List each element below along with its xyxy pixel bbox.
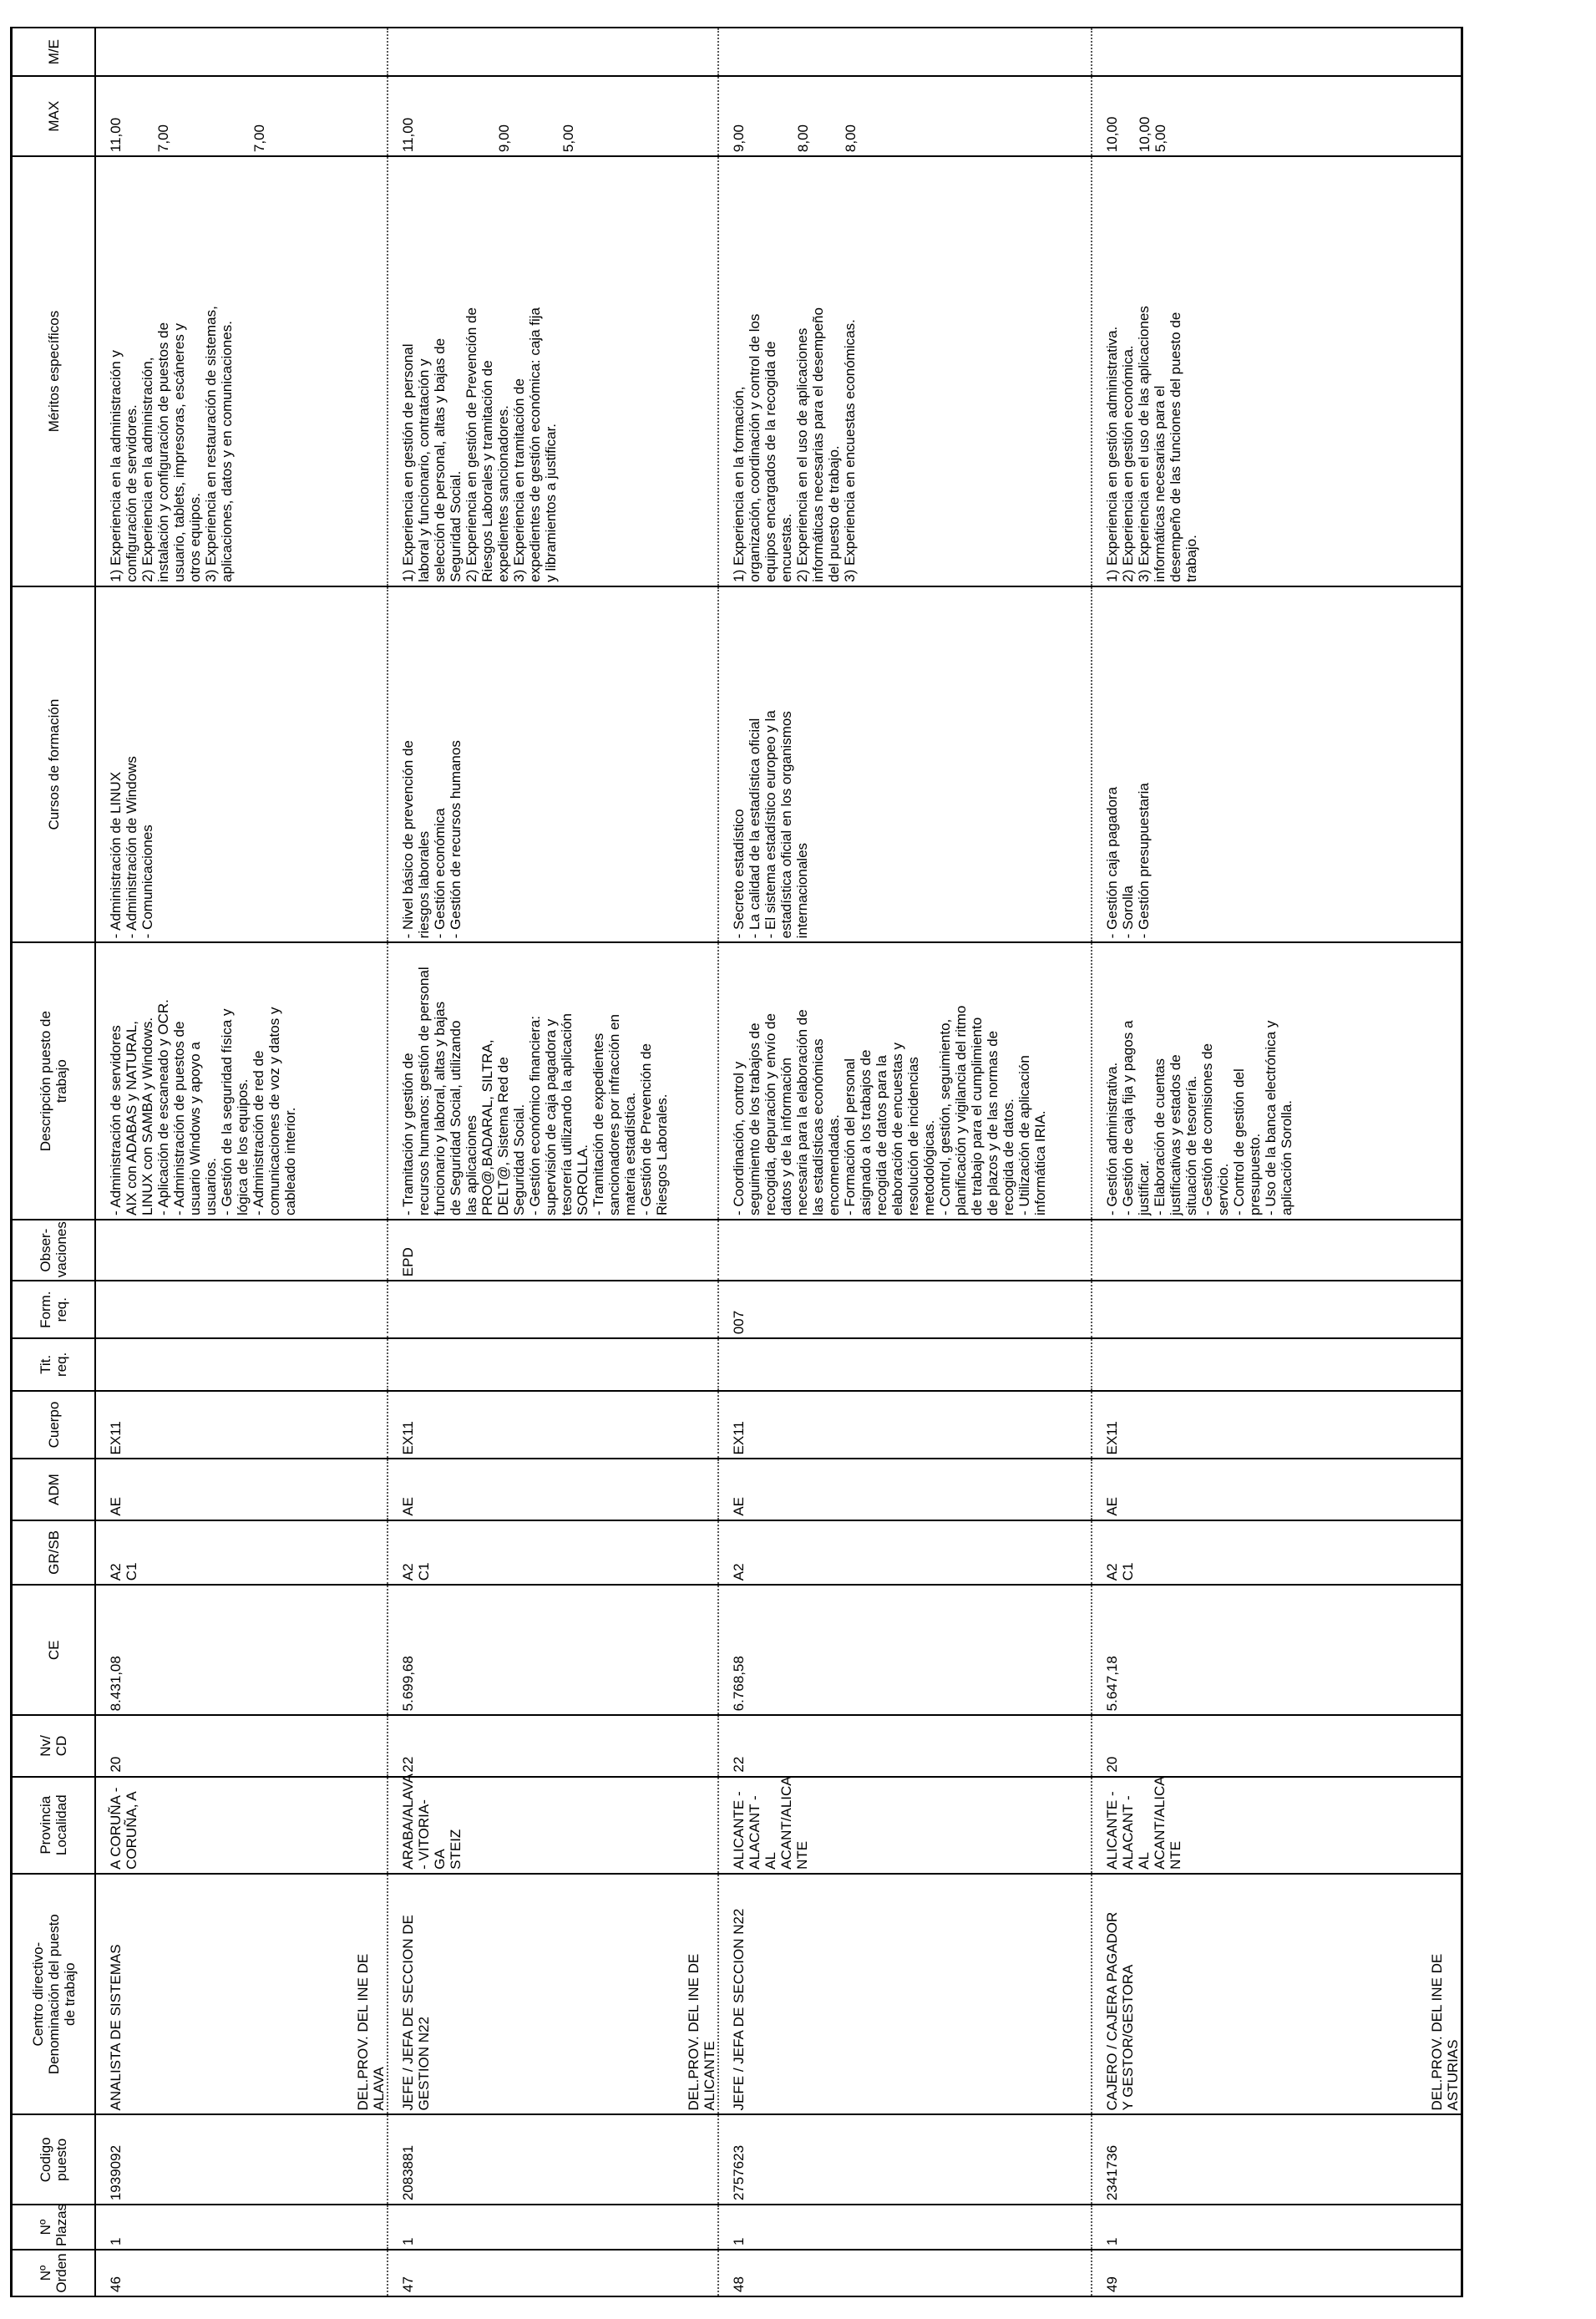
- cell-plazas: 1: [95, 2205, 388, 2250]
- puesto-denominacion: CAJERO / CAJERA PAGADOR Y GESTOR/GESTORA: [1104, 1911, 1136, 2111]
- cell-descripcion: - Tramitación y gestión de recursos humanos: gestión de personal funcionario y laboral, altas y bajas de Seguridad Social, utilizando las aplicaciones PRO@,BADARAL, SILTRA, DELT@, Sistema Red de Seguridad Social. - Gestión económico financiera: supervisión de caja pagadora y tesorería utilizando la aplicación SOROLLA. - Tramitación de expedientes sancionadores por infracción en materia estadística. - Gestión de Prevención de Riesgos Laborales.: [388, 942, 718, 1220]
- cell-nivel: 20: [1092, 1715, 1462, 1776]
- cell-formacion: [388, 1281, 718, 1338]
- cell-meritos: 1) Experiencia en la administración y configuración de servidores. 2) Experiencia en la administración, instalación y configuración de puestos de usuario, tablets, impresoras, escáneres y otros equipos. 3) Experiencia en restauración de sistemas, aplicaciones, datos y en comunicaciones.: [95, 156, 388, 586]
- cell-descripcion: - Coordinación, control y seguimiento de los trabajos de recogida, depuración y envío de datos y de la información necesaria para la elaboración de las estadísticas económicas encomendadas. - Formación del personal asignado a los trabajos de recogida de datos para la elaboración de encuestas y resolución de incidencias metodológicas. - Control, gestión, seguimiento, planificación y vigilancia del ritmo de trabajo para el cumplimiento de plazos y de las normas de recogida de datos. - Utilización de aplicación informática IRIA.: [718, 942, 1092, 1220]
- cell-plazas: 1: [718, 2205, 1092, 2250]
- puesto-denominacion: JEFE / JEFA DE SECCION N22: [731, 1908, 747, 2111]
- header-orden: Nº Orden: [12, 2250, 96, 2296]
- header-observaciones: Obser- vaciones: [12, 1220, 96, 1281]
- table-row: [1092, 28, 1462, 2296]
- cell-titulacion: [388, 1338, 718, 1390]
- cell-observaciones: [1092, 1220, 1462, 1281]
- max-1: 10,00: [1104, 116, 1120, 153]
- centro-directivo: DEL.PROV. DEL INE DE ASTURIAS: [1429, 1953, 1461, 2111]
- cell-provincia: ARABA/ALAVA - VITORIA-GA STEIZ: [388, 1777, 718, 1874]
- cell-ce: 5.699,68: [388, 1585, 718, 1715]
- cell-nivel: 22: [718, 1715, 1092, 1776]
- cell-me: [1092, 28, 1462, 76]
- max-3: 8,00: [843, 124, 859, 153]
- header-cuerpo: Cuerpo: [12, 1391, 96, 1459]
- header-codigo: Codigo puesto: [12, 2114, 96, 2205]
- cell-descripcion: - Gestión administrativa. - Gestión de caja fija y pagos a justificar. - Elaboración de cuentas justificativas y estados de situación de tesorería. - Gestión de comisiones de servicio. - Control de gestión del presupuesto. - Uso de la banca electrónica y aplicación Sorolla.: [1092, 942, 1462, 1220]
- cell-cuerpo: EX11: [1092, 1391, 1462, 1459]
- cell-nivel: 20: [95, 1715, 388, 1776]
- cell-meritos: 1) Experiencia en gestión administrativa. 2) Experiencia en gestión económica. 3) Experiencia en el uso de las aplicaciones informáticas necesarias para el desempeño de las funciones del puesto de trabajo.: [1092, 156, 1462, 586]
- cell-adm: AE: [388, 1459, 718, 1520]
- cell-grsb: A2 C1: [388, 1520, 718, 1586]
- puesto-denominacion: JEFE / JEFA DE SECCION DE GESTION N22: [400, 1915, 432, 2111]
- header-titulacion: Tit. req.: [12, 1338, 96, 1390]
- cell-centro: [388, 1874, 718, 2115]
- max-2: 10,00: [1137, 116, 1153, 153]
- max-1: 9,00: [731, 124, 747, 153]
- cell-cuerpo: EX11: [95, 1391, 388, 1459]
- cell-codigo: 1939092: [95, 2114, 388, 2205]
- table-row: [388, 28, 718, 2296]
- cell-formacion: 007: [718, 1281, 1092, 1338]
- header-provincia: Provincia Localidad: [12, 1777, 96, 1874]
- cell-adm: AE: [95, 1459, 388, 1520]
- cell-ce: 8.431,08: [95, 1585, 388, 1715]
- header-nivel: Nv/ CD: [12, 1715, 96, 1776]
- cell-cursos: - Nivel básico de prevención de riesgos laborales - Gestión económica - Gestión de recursos humanos: [388, 586, 718, 942]
- cell-provincia: A CORUÑA - CORUÑA, A: [95, 1777, 388, 1874]
- header-max: MAX: [12, 76, 96, 156]
- cell-meritos: 1) Experiencia en gestión de personal laboral y funcionario, contratación y selección de personal, altas y bajas de Seguridad Social. 2) Experiencia en gestión de Prevención de Riesgos Laborales y tramitación de expedientes sancionadores. 3) Experiencia en tramitación de expedientes de gestión económica: caja fija y libramientos a justificar.: [388, 156, 718, 586]
- cell-formacion: [95, 1281, 388, 1338]
- cell-cuerpo: EX11: [388, 1391, 718, 1459]
- header-plazas: Nº Plazas: [12, 2205, 96, 2250]
- cell-ce: 5.647,18: [1092, 1585, 1462, 1715]
- header-ce: CE: [12, 1585, 96, 1715]
- header-cursos: Cursos de formación: [12, 586, 96, 942]
- puestos-table: [10, 27, 1463, 2297]
- cell-observaciones: [718, 1220, 1092, 1281]
- max-3: 5,00: [560, 124, 576, 153]
- header-adm: ADM: [12, 1459, 96, 1520]
- cell-me: [95, 28, 388, 76]
- cell-max: [718, 76, 1092, 156]
- cell-provincia: ALICANTE - ALACANT - AL ACANT/ALICA NTE: [718, 1777, 1092, 1874]
- cell-codigo: 2757623: [718, 2114, 1092, 2205]
- cell-cursos: - Secreto estadístico - La calidad de la estadística oficial - El sistema estadístico europeo y la estadística oficial en los organismos internacionales: [718, 586, 1092, 942]
- centro-directivo: DEL.PROV. DEL INE DE ALICANTE: [686, 1953, 717, 2111]
- cell-centro: [95, 1874, 388, 2115]
- cell-cursos: - Administración de LINUX - Administración de Windows - Comunicaciones: [95, 586, 388, 942]
- header-row: [12, 28, 96, 2296]
- cell-grsb: A2 C1: [95, 1520, 388, 1586]
- cell-orden: 47: [388, 2250, 718, 2296]
- cell-plazas: 1: [388, 2205, 718, 2250]
- cell-orden: 49: [1092, 2250, 1462, 2296]
- cell-adm: AE: [718, 1459, 1092, 1520]
- cell-titulacion: [95, 1338, 388, 1390]
- cell-meritos: 1) Experiencia en la formación, organización, coordinación y control de los equipos encargados de la recogida de encuestas. 2) Experiencia en el uso de aplicaciones informáticas necesarias para el desempeño del puesto de trabajo. 3) Experiencia en encuestas económicas.: [718, 156, 1092, 586]
- cell-max: [1092, 76, 1462, 156]
- max-1: 11,00: [400, 117, 416, 153]
- cell-orden: 48: [718, 2250, 1092, 2296]
- table-row: [95, 28, 388, 2296]
- cell-titulacion: [718, 1338, 1092, 1390]
- cell-observaciones: EPD: [388, 1220, 718, 1281]
- max-2: 9,00: [496, 124, 512, 153]
- cell-provincia: ALICANTE - ALACANT - AL ACANT/ALICA NTE: [1092, 1777, 1462, 1874]
- cell-grsb: A2: [718, 1520, 1092, 1586]
- cell-max: [388, 76, 718, 156]
- header-centro: Centro directivo- Denominación del puesto de trabajo: [12, 1874, 96, 2115]
- cell-grsb: A2 C1: [1092, 1520, 1462, 1586]
- cell-me: [718, 28, 1092, 76]
- max-3: 7,00: [251, 124, 267, 153]
- cell-centro: [718, 1874, 1092, 2115]
- cell-orden: 46: [95, 2250, 388, 2296]
- centro-directivo: DEL.PROV. DEL INE DE ALAVA: [355, 1953, 387, 2111]
- header-descripcion: Descripción puesto de trabajo: [12, 942, 96, 1220]
- header-formacion: Form. req.: [12, 1281, 96, 1338]
- cell-ce: 6.768,58: [718, 1585, 1092, 1715]
- max-3: 5,00: [1153, 124, 1168, 153]
- cell-max: [95, 76, 388, 156]
- header-grsb: GR/SB: [12, 1520, 96, 1586]
- table-row: [718, 28, 1092, 2296]
- max-2: 7,00: [155, 124, 171, 153]
- cell-nivel: 22: [388, 1715, 718, 1776]
- header-me: M/E: [12, 28, 96, 76]
- cell-titulacion: [1092, 1338, 1462, 1390]
- puesto-denominacion: ANALISTA DE SISTEMAS: [108, 1944, 124, 2111]
- header-meritos: Méritos específicos: [12, 156, 96, 586]
- max-2: 8,00: [795, 124, 811, 153]
- cell-centro: [1092, 1874, 1462, 2115]
- cell-plazas: 1: [1092, 2205, 1462, 2250]
- cell-cuerpo: EX11: [718, 1391, 1092, 1459]
- cell-codigo: 2083881: [388, 2114, 718, 2205]
- cell-cursos: - Gestión caja pagadora - Sorolla - Gestión presupuestaria: [1092, 586, 1462, 942]
- cell-descripcion: - Administración de servidores AIX con ADABAS y NATURAL, LINUX con SAMBA y Windows. - Aplicación de escaneado y OCR. - Administración de puestos de usuario Windows y apoyo a usuarios. - Gestión de la seguridad física y lógica de los equipos. - Administración de red de comunicaciones de voz y datos y cableado interior.: [95, 942, 388, 1220]
- cell-formacion: [1092, 1281, 1462, 1338]
- cell-adm: AE: [1092, 1459, 1462, 1520]
- cell-observaciones: [95, 1220, 388, 1281]
- cell-codigo: 2341736: [1092, 2114, 1462, 2205]
- max-1: 11,00: [108, 117, 124, 153]
- cell-me: [388, 28, 718, 76]
